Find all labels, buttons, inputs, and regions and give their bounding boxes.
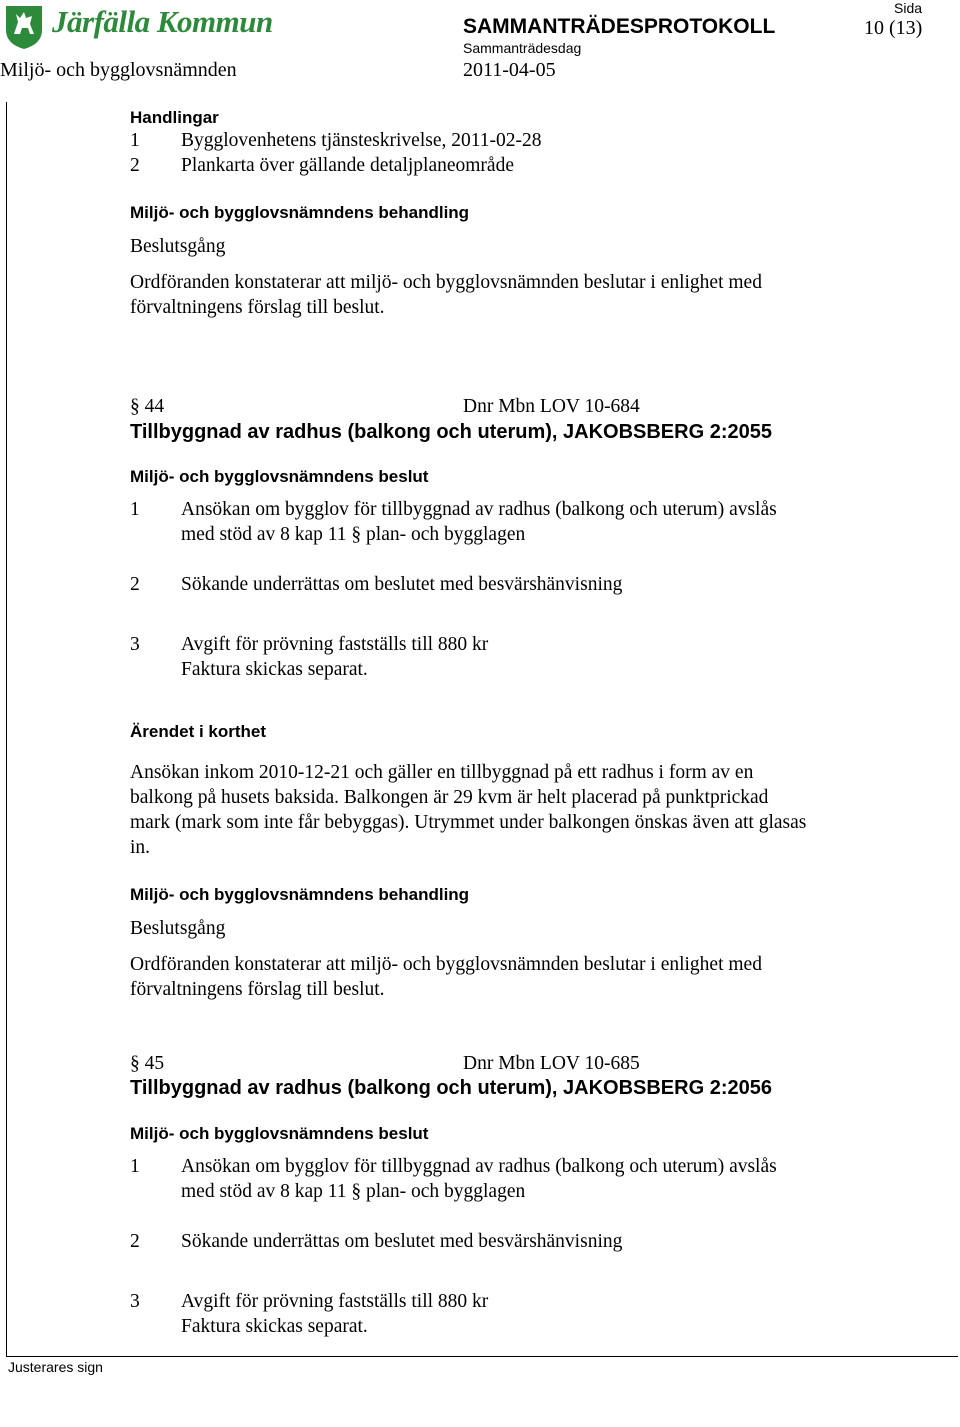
decision-number: 2 bbox=[130, 1231, 140, 1252]
decision-text: Sökande underrättas om beslutet med besvärshänvisning bbox=[181, 574, 623, 595]
summary-text: in. bbox=[130, 837, 151, 858]
case-number: Dnr Mbn LOV 10-685 bbox=[463, 1053, 640, 1074]
procedure-label: Beslutsgång bbox=[130, 918, 226, 939]
procedure-label: Beslutsgång bbox=[130, 236, 226, 257]
logo-wordmark: Järfälla Kommun bbox=[52, 4, 273, 39]
document-item: Bygglovenhetens tjänsteskrivelse, 2011-02-28 bbox=[181, 130, 542, 151]
left-margin-line bbox=[6, 102, 7, 1357]
summary-text: mark (mark som inte får bebyggas). Utrymmet under balkongen önskas även att glasas bbox=[130, 812, 807, 833]
decision-number: 1 bbox=[130, 499, 140, 520]
paragraph-number: § 44 bbox=[130, 396, 165, 417]
procedure-text: förvaltningens förslag till beslut. bbox=[130, 297, 385, 318]
decision-text: med stöd av 8 kap 11 § plan- och bygglagen bbox=[181, 524, 526, 545]
page-number: 10 (13) bbox=[864, 17, 923, 39]
case-number: Dnr Mbn LOV 10-684 bbox=[463, 396, 640, 417]
section-title: Tillbyggnad av radhus (balkong och uterum), JAKOBSBERG 2:2055 bbox=[130, 421, 772, 443]
document-number: 1 bbox=[130, 130, 140, 151]
decision-heading: Miljö- och bygglovsnämndens beslut bbox=[130, 467, 429, 486]
decision-text: Faktura skickas separat. bbox=[181, 1316, 368, 1337]
meeting-date: 2011-04-05 bbox=[463, 59, 556, 81]
decision-number: 3 bbox=[130, 634, 140, 655]
treatment-heading: Miljö- och bygglovsnämndens behandling bbox=[130, 885, 470, 904]
summary-text: Ansökan inkom 2010-12-21 och gäller en tillbyggnad på ett radhus i form av en bbox=[130, 762, 754, 783]
decision-text: Faktura skickas separat. bbox=[181, 659, 368, 680]
procedure-text: Ordföranden konstaterar att miljö- och bygglovsnämnden beslutar i enlighet med bbox=[130, 272, 762, 293]
decision-text: Avgift för prövning fastställs till 880 kr bbox=[181, 1291, 489, 1312]
meeting-date-label: Sammanträdesdag bbox=[463, 40, 582, 56]
treatment-heading: Miljö- och bygglovsnämndens behandling bbox=[130, 203, 470, 222]
coat-of-arms-icon bbox=[4, 4, 44, 50]
document-number: 2 bbox=[130, 155, 140, 176]
summary-text: balkong på husets baksida. Balkongen är 29 kvm är helt placerad på punktprickad bbox=[130, 787, 769, 808]
signature-label: Justerares sign bbox=[8, 1359, 103, 1375]
decision-text: Ansökan om bygglov för tillbyggnad av radhus (balkong och uterum) avslås bbox=[181, 1156, 777, 1177]
paragraph-number: § 45 bbox=[130, 1053, 165, 1074]
page-label: Sida bbox=[894, 0, 923, 16]
decision-text: Sökande underrättas om beslutet med besvärshänvisning bbox=[181, 1231, 623, 1252]
document-item: Plankarta över gällande detaljplaneområde bbox=[181, 155, 514, 176]
decision-number: 1 bbox=[130, 1156, 140, 1177]
procedure-text: förvaltningens förslag till beslut. bbox=[130, 979, 385, 1000]
decision-text: Avgift för prövning fastställs till 880 kr bbox=[181, 634, 489, 655]
protocol-title: SAMMANTRÄDESPROTOKOLL bbox=[463, 15, 776, 38]
decision-text: med stöd av 8 kap 11 § plan- och bygglagen bbox=[181, 1181, 526, 1202]
decision-text: Ansökan om bygglov för tillbyggnad av radhus (balkong och uterum) avslås bbox=[181, 499, 777, 520]
documents-heading: Handlingar bbox=[130, 108, 219, 127]
section-title: Tillbyggnad av radhus (balkong och uterum), JAKOBSBERG 2:2056 bbox=[130, 1077, 772, 1099]
procedure-text: Ordföranden konstaterar att miljö- och bygglovsnämnden beslutar i enlighet med bbox=[130, 954, 762, 975]
footer-divider bbox=[6, 1356, 958, 1357]
committee-name: Miljö- och bygglovsnämnden bbox=[0, 59, 237, 81]
decision-heading: Miljö- och bygglovsnämndens beslut bbox=[130, 1124, 429, 1143]
summary-heading: Ärendet i korthet bbox=[130, 722, 267, 741]
decision-number: 3 bbox=[130, 1291, 140, 1312]
decision-number: 2 bbox=[130, 574, 140, 595]
